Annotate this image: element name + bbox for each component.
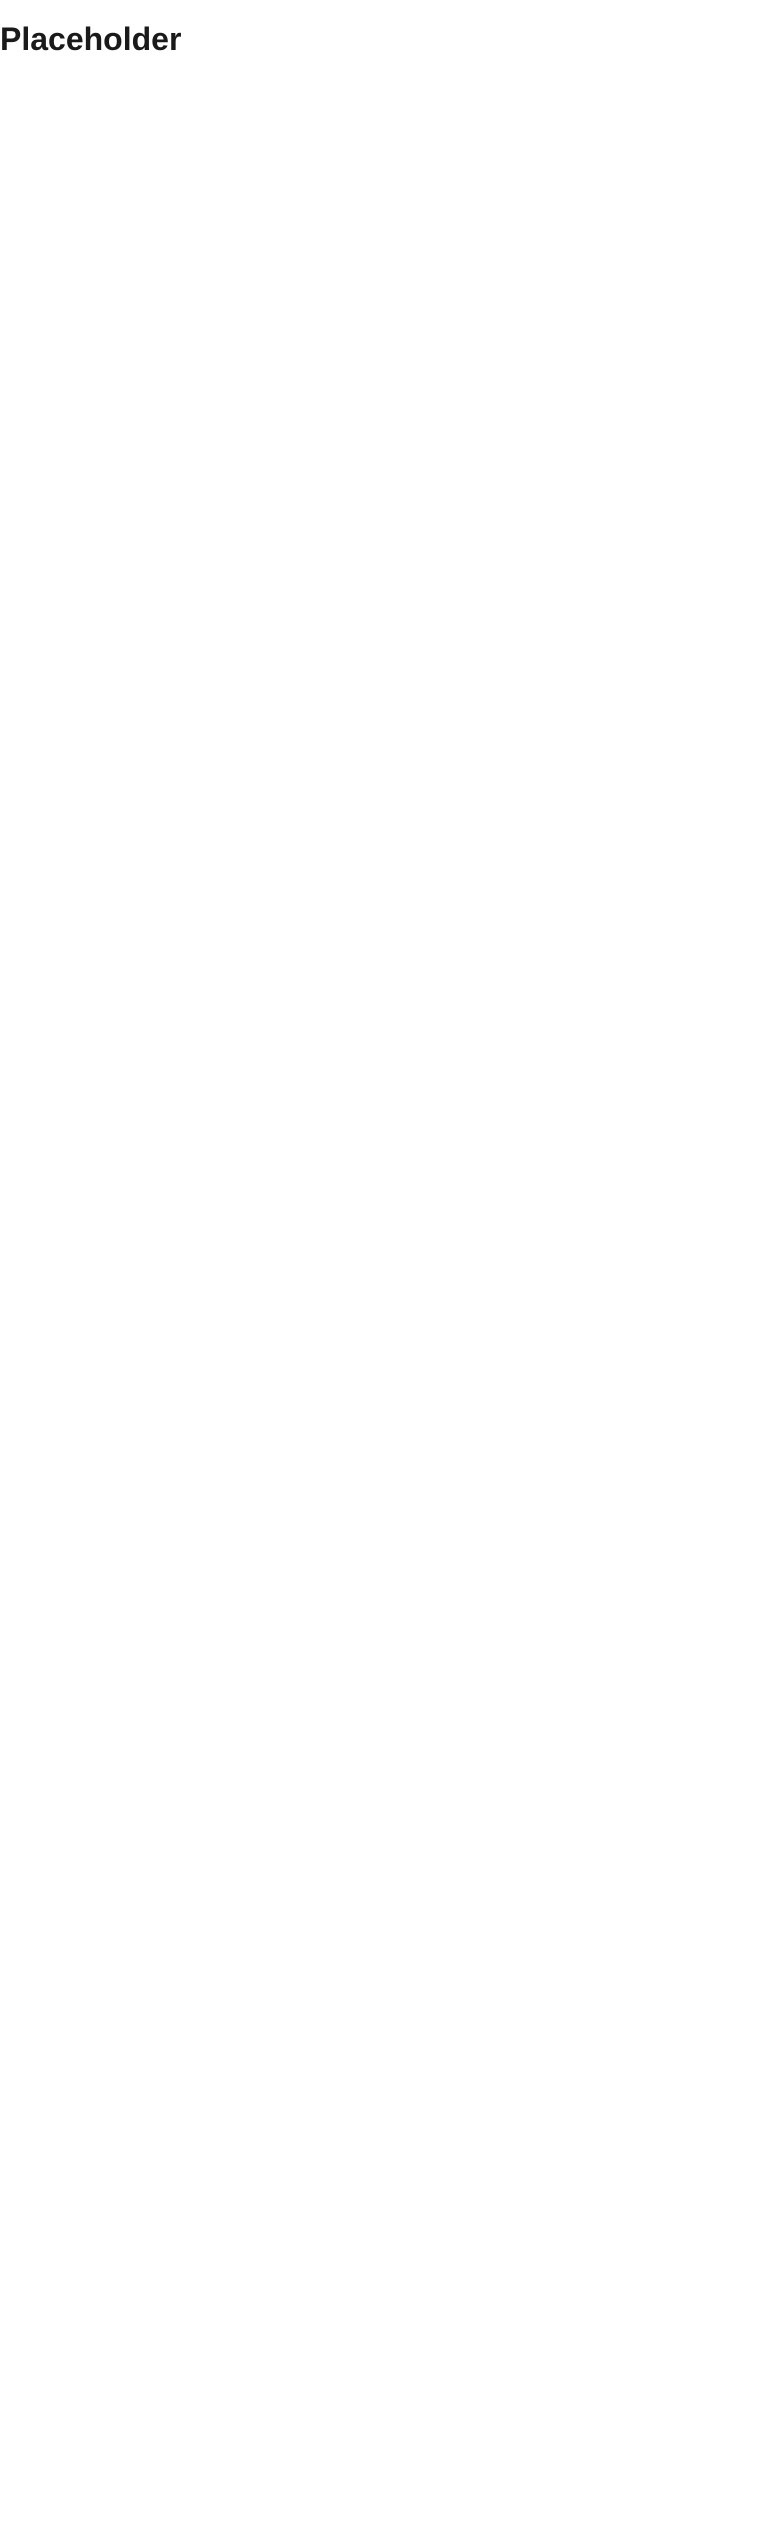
page-title: Placeholder xyxy=(0,21,182,58)
page xyxy=(0,21,772,2536)
